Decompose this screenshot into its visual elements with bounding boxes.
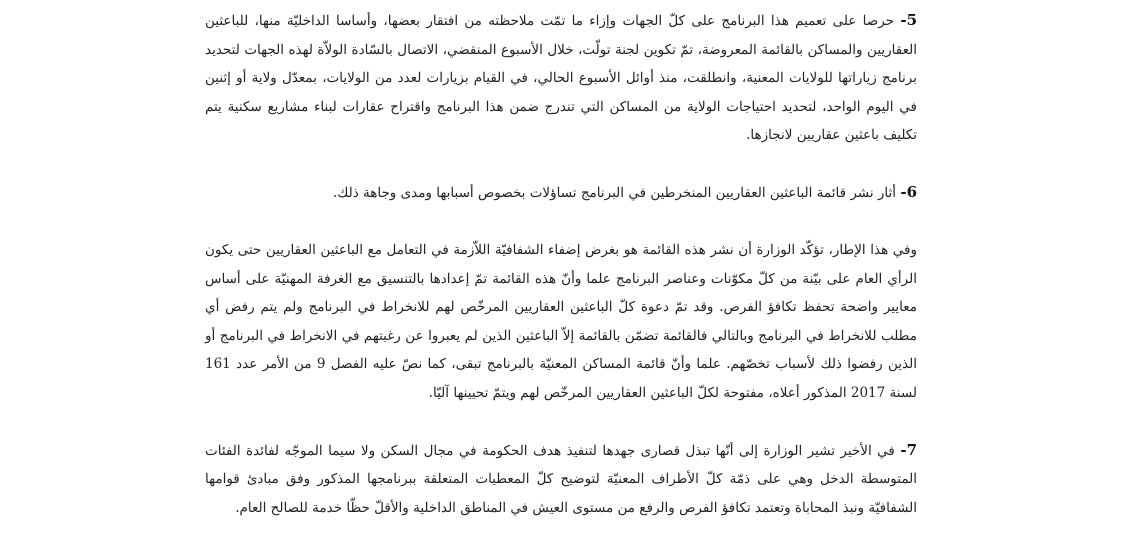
paragraph-5-text: حرصا على تعميم هذا البرنامج على كلّ الجهات وإزاء ما تمّت ملاحظته من افتقار بعضها، وأساسا الداخليّة منها، للباعثين العقاريين والمساكن بالقائمة المعروضة، تمّ تكوين لجنة تولّت، خلال الأسبوع المنقضي، الاتصال بالسّادة الولاّة لهذه الجهات لتحديد برنامج زياراتها للولايات المعنية، وانطلقت، منذ أوائل الأسبوع الحالي، في القيام بزيارات لعدد من الولايات، بمعدّل ولاية أو إثنين في اليوم الواحد، لتحديد احتياجات الولاية من المساكن التي تندرج ضمن هذا البرنامج واقتراح عقارات لبناء مشاريع سكنية يتم تكليف باعثين عقاريين لانجازها. bbox=[205, 13, 917, 143]
paragraph-5-number: 5- bbox=[900, 11, 917, 29]
paragraph-7-number: 7- bbox=[900, 440, 917, 459]
paragraph-6 bbox=[205, 178, 917, 208]
paragraph-6-number: 6- bbox=[900, 183, 917, 201]
article-body bbox=[205, 6, 917, 522]
paragraph-6-text: أثار نشر قائمة الباعثين العقاريين المنخرطين في البرنامج تساؤلات بخصوص أسبابها ومدى وجاهة ذلك. bbox=[332, 185, 901, 201]
paragraph-7-text: في الأخير تشير الوزارة إلى أنّها تبذل قصارى جهدها لتنفيذ هدف الحكومة في مجال السكن ولا سيما الموجّه لفائدة الفئات المتوسطة الدخل وهي على ذمّة كلّ الأطراف المعنيّة لتوضيح كلّ المعطيات المتعلقة ببرنامجها المذكور وفق مبادئ قوامها الشفافيّة ونبذ المحاباة وتعتمد تكافؤ الفرص والرفع من مستوى العيش في المناطق الداخلية والأقلّ حظّا خدمة للصالح العام. bbox=[205, 442, 917, 516]
paragraph-7 bbox=[205, 436, 917, 523]
paragraph-6-continuation bbox=[205, 236, 917, 407]
paragraph-5 bbox=[205, 6, 917, 150]
paragraph-6-continuation-text: وفي هذا الإطار، تؤكّد الوزارة أن نشر هذه القائمة هو بغرض إضفاء الشفافيّة اللاّزمة في التعامل مع الباعثين العقاريين حتى يكون الرأي العام على بيّنة من كلّ مكوّنات وعناصر البرنامج علما وأنّ هذه القائمة تمّ إعدادها بالتنسيق مع الغرفة المهنيّة على أساس معايير واضحة تحفظ تكافؤ الفرص. وقد تمّ دعوة كلّ الباعثين العقاريين المرخّص لهم للانخراط في البرنامج ولم يتم رفض أي مطلب للانخراط في البرنامج وبالتالي فالقائمة تضمّن بالقائمة إلاّ الباعثين الذين لم يعبروا عن رغبتهم في الانخراط في البرنامج أو الذين رفضوا ذلك لأسباب تخصّهم. علما وأنّ قائمة المساكن المعنيّة بالبرنامج تبقى، كما نصّ عليه الفصل 9 من الأمر عدد 161 لسنة 2017 المذكور أعلاه، مفتوحة لكلّ الباعثين العقاريين المرخّص لهم ويتمّ تحيينها آليّا. bbox=[205, 242, 917, 401]
